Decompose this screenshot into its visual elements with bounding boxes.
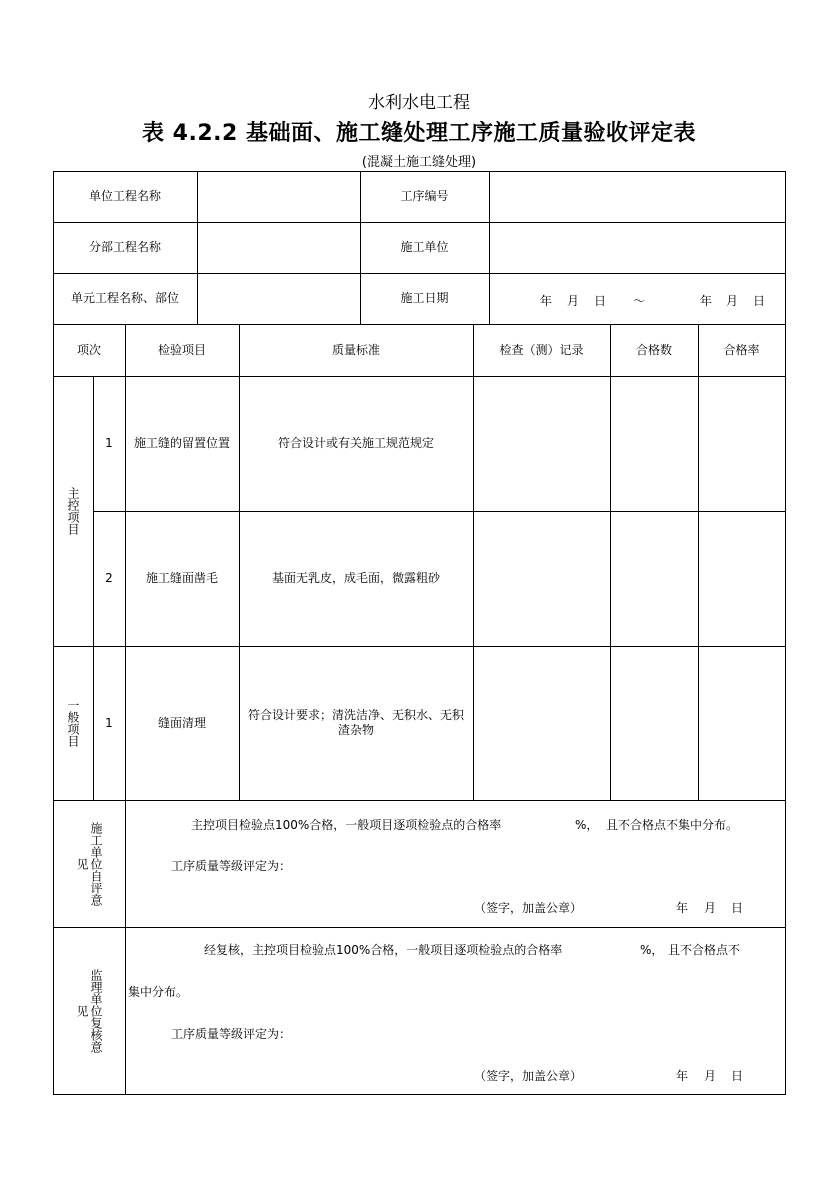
date-day-2: 日 bbox=[753, 294, 766, 308]
general-row-1-standard: 符合设计要求；清洗洁净、无积水、无积渣杂物 bbox=[247, 708, 464, 737]
supervisor-sign: （签字，加盖公章） bbox=[474, 1069, 583, 1083]
date-year-1: 年 bbox=[540, 294, 553, 308]
supervisor-label: 监理单位复核意见 bbox=[75, 968, 103, 1053]
sub-project-field[interactable] bbox=[197, 222, 360, 273]
self-eval-label: 施工单位自评意见 bbox=[75, 821, 103, 906]
col-record: 检查（测）记录 bbox=[499, 342, 584, 357]
self-eval-text: 主控项目检验点100%合格，一般项目逐项检验点的合格率 bbox=[191, 818, 502, 832]
col-qualified-rate: 合格率 bbox=[723, 342, 760, 357]
main-row-2-standard: 基面无乳皮，成毛面，微露粗砂 bbox=[271, 571, 440, 585]
main-row-2-item: 施工缝面凿毛 bbox=[145, 571, 218, 585]
self-eval-grade: 工序质量等级评定为： bbox=[171, 859, 292, 873]
general-row-1-count-field[interactable] bbox=[610, 646, 698, 800]
construction-unit-label: 施工单位 bbox=[400, 240, 449, 254]
self-eval-day: 日 bbox=[731, 901, 744, 915]
col-inspection-item: 检验项目 bbox=[157, 342, 206, 357]
page-title: 表 4.2.2 基础面、施工缝处理工序施工质量验收评定表 bbox=[142, 121, 696, 146]
general-row-1-no: 1 bbox=[105, 715, 113, 730]
supervisor-year: 年 bbox=[676, 1069, 689, 1083]
date-day-1: 日 bbox=[594, 294, 607, 308]
self-eval-text-after: 且不合格点不集中分布。 bbox=[606, 818, 739, 832]
supervisor-day: 日 bbox=[731, 1069, 744, 1083]
col-qualified-count: 合格数 bbox=[635, 342, 672, 357]
page-subtitle: (混凝土施工缝处理) bbox=[361, 155, 477, 170]
self-eval-sign: （签字，加盖公章） bbox=[474, 901, 583, 915]
general-row-1-record-field[interactable] bbox=[473, 646, 610, 800]
main-row-2-count-field[interactable] bbox=[610, 511, 698, 646]
main-row-1-item: 施工缝的留置位置 bbox=[133, 436, 230, 450]
main-row-2-no: 2 bbox=[105, 571, 113, 585]
main-row-2-record-field[interactable] bbox=[473, 511, 610, 646]
top-title: 水利水电工程 bbox=[368, 93, 470, 113]
col-quality-standard: 质量标准 bbox=[331, 342, 380, 357]
general-row-1-item: 缝面清理 bbox=[157, 715, 206, 730]
date-year-2: 年 bbox=[700, 294, 713, 308]
main-row-1-record-field[interactable] bbox=[473, 376, 610, 511]
self-eval-month: 月 bbox=[704, 901, 717, 915]
element-project-field[interactable] bbox=[197, 273, 360, 324]
construction-date-label: 施工日期 bbox=[400, 291, 449, 305]
sub-project-label: 分部工程名称 bbox=[88, 240, 161, 254]
date-month-1: 月 bbox=[567, 294, 580, 308]
main-row-1-count-field[interactable] bbox=[610, 376, 698, 511]
construction-unit-field[interactable] bbox=[489, 222, 785, 273]
general-row-1-rate-field[interactable] bbox=[698, 646, 785, 800]
main-control-group-label: 主控项目 bbox=[66, 487, 80, 535]
supervisor-grade: 工序质量等级评定为： bbox=[171, 1027, 292, 1041]
main-row-1-rate-field[interactable] bbox=[698, 376, 785, 511]
process-no-label: 工序编号 bbox=[400, 189, 449, 203]
main-row-2-rate-field[interactable] bbox=[698, 511, 785, 646]
supervisor-pct: %， bbox=[640, 943, 664, 957]
supervisor-text-line2: 集中分布。 bbox=[128, 985, 189, 999]
element-project-label: 单元工程名称、部位 bbox=[70, 291, 179, 305]
supervisor-text: 经复核，主控项目检验点100%合格，一般项目逐项检验点的合格率 bbox=[204, 943, 563, 957]
self-eval-pct: %， bbox=[575, 818, 599, 832]
supervisor-month: 月 bbox=[704, 1069, 717, 1083]
date-tilde: ～ bbox=[633, 294, 646, 308]
main-row-1-no: 1 bbox=[105, 436, 113, 450]
col-item-no: 项次 bbox=[76, 342, 101, 357]
process-no-field[interactable] bbox=[489, 171, 785, 222]
general-group-label: 一般项目 bbox=[66, 699, 80, 747]
self-eval-year: 年 bbox=[676, 901, 689, 915]
main-row-1-standard: 符合设计或有关施工规范规定 bbox=[277, 436, 434, 450]
supervisor-text-after: 且不合格点不 bbox=[668, 943, 741, 957]
date-month-2: 月 bbox=[726, 294, 739, 308]
unit-project-label: 单位工程名称 bbox=[88, 189, 161, 203]
unit-project-field[interactable] bbox=[197, 171, 360, 222]
